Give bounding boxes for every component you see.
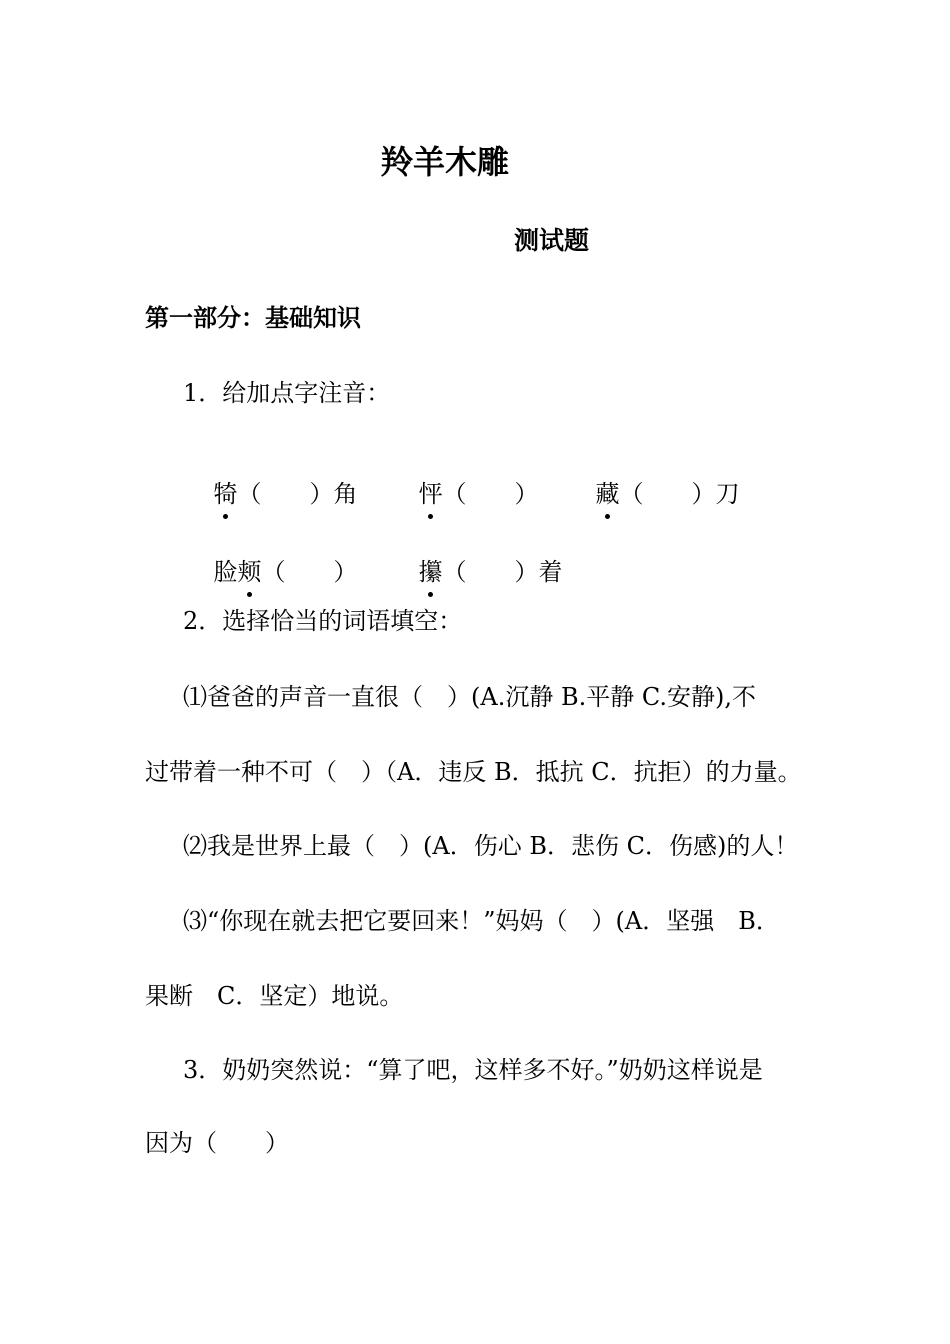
question-3-line: 因为（ ） bbox=[145, 1129, 289, 1157]
question-3-line: 3．奶奶突然说：“算了吧，这样多不好。”奶奶这样说是 bbox=[183, 1056, 763, 1084]
dotted-char: 颊 bbox=[237, 558, 262, 586]
pinyin-item bbox=[183, 449, 358, 539]
pinyin-blank: （ ） bbox=[442, 480, 539, 508]
question-2-line: 果断 C．坚定）地说。 bbox=[145, 982, 404, 1010]
page-title: 羚羊木雕 bbox=[380, 143, 509, 181]
dotted-char: 犄 bbox=[213, 480, 238, 508]
pinyin-item: 脸颊（ ） bbox=[213, 558, 358, 586]
dotted-char: 怦 bbox=[418, 480, 443, 508]
pinyin-item bbox=[565, 449, 740, 539]
question-2-line: ⑴爸爸的声音一直很（ ）(A.沉静 B.平静 C.安静),不 bbox=[183, 683, 756, 711]
pinyin-blank: （ ） bbox=[261, 558, 358, 586]
page-subtitle: 测试题 bbox=[514, 226, 590, 255]
question-2-line: ⑵我是世界上最（ ）(A．伤心 B．悲伤 C．伤感)的人！ bbox=[183, 832, 799, 860]
pinyin-blank: （ ）着 bbox=[442, 558, 563, 586]
question-1-prompt: 1．给加点字注音： bbox=[183, 379, 391, 407]
dotted-char: 攥 bbox=[418, 558, 443, 586]
pinyin-blank: （ ）刀 bbox=[619, 480, 740, 508]
pinyin-item bbox=[388, 527, 563, 617]
section-heading: 第一部分：基础知识 bbox=[145, 304, 361, 332]
pinyin-blank: （ ）角 bbox=[237, 480, 358, 508]
dotted-char: 藏 bbox=[595, 480, 620, 508]
question-2-line: ⑶“你现在就去把它要回来！”妈妈（ ）(A．坚强 B． bbox=[183, 907, 780, 935]
question-2-prompt: 2．选择恰当的词语填空： bbox=[183, 607, 463, 635]
pinyin-item bbox=[388, 449, 539, 539]
question-2-line: 过带着一种不可（ ）（A．违反 B．抵抗 C．抗拒）的力量。 bbox=[145, 758, 802, 786]
